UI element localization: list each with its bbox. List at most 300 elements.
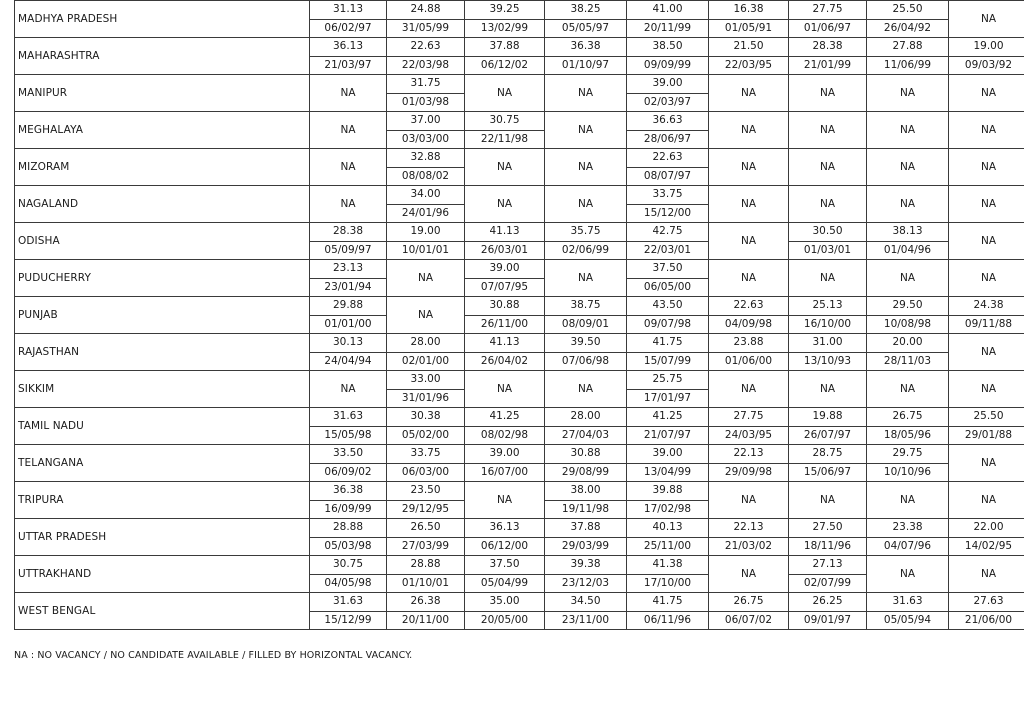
na-cell: NA [465, 186, 545, 223]
score-date-cell [310, 445, 387, 482]
cutoff-date: 28/06/97 [643, 132, 692, 145]
cutoff-date: 17/02/98 [643, 502, 692, 515]
score-date-stack [627, 38, 708, 74]
score-date-cell [545, 297, 627, 334]
na-cell: NA [545, 186, 627, 223]
cutoff-score: 37.50 [465, 556, 544, 575]
cutoff-date: 27/04/03 [561, 428, 610, 441]
score-date-cell [465, 593, 545, 630]
score-date-stack [949, 519, 1024, 555]
cutoff-score: 30.13 [310, 334, 386, 353]
cutoff-date: 17/01/97 [643, 391, 692, 404]
na-cell: NA [867, 371, 949, 408]
cutoff-date: 21/03/97 [324, 58, 372, 71]
table-row [15, 75, 1024, 112]
score-date-stack [789, 593, 866, 629]
score-date-cell [545, 593, 627, 630]
score-date-cell [709, 1, 789, 38]
score-date-cell [789, 334, 867, 371]
cutoff-score: 28.38 [789, 38, 866, 57]
score-date-cell [310, 1, 387, 38]
score-date-cell [867, 445, 949, 482]
cutoff-score: 22.63 [387, 38, 464, 57]
cutoff-date: 09/07/98 [643, 317, 692, 330]
na-cell: NA [949, 445, 1024, 482]
score-date-cell [545, 482, 627, 519]
score-date-cell [465, 334, 545, 371]
score-date-stack [465, 112, 544, 148]
score-date-cell [465, 1, 545, 38]
score-date-stack [310, 334, 386, 370]
cutoff-date: 28/11/03 [883, 354, 932, 367]
score-date-cell [709, 445, 789, 482]
cutoff-date: 19/11/98 [561, 502, 610, 515]
score-date-cell [709, 297, 789, 334]
score-date-cell [867, 38, 949, 75]
cutoff-date: 29/12/95 [401, 502, 450, 515]
score-date-cell [545, 445, 627, 482]
score-date-stack [627, 223, 708, 259]
cutoff-date: 14/02/95 [964, 539, 1013, 552]
score-date-cell [627, 482, 709, 519]
score-date-stack [465, 408, 544, 444]
score-date-stack [545, 1, 626, 37]
cutoff-score: 41.25 [627, 408, 708, 427]
na-cell: NA [789, 482, 867, 519]
score-date-stack [465, 556, 544, 592]
cutoff-score: 20.00 [867, 334, 948, 353]
cutoff-score: 39.00 [627, 445, 708, 464]
score-date-cell [949, 519, 1024, 556]
table-row [15, 334, 1024, 371]
cutoff-date: 22/03/98 [401, 58, 450, 71]
cutoff-date: 04/05/98 [324, 576, 372, 589]
score-date-cell [867, 593, 949, 630]
score-date-stack [867, 445, 948, 481]
score-date-cell [949, 38, 1024, 75]
score-date-cell [627, 149, 709, 186]
score-date-cell [387, 482, 465, 519]
state-name-cell: MIZORAM [15, 149, 310, 186]
score-date-cell [310, 408, 387, 445]
na-cell: NA [949, 186, 1024, 223]
cutoff-score: 22.00 [949, 519, 1024, 538]
cutoff-score: 25.50 [949, 408, 1024, 427]
cutoff-score: 29.50 [867, 297, 948, 316]
na-cell: NA [867, 186, 949, 223]
cutoff-score: 27.50 [789, 519, 866, 538]
score-date-stack [545, 593, 626, 629]
cutoff-date: 01/01/00 [324, 317, 372, 330]
table-row [15, 408, 1024, 445]
na-cell: NA [867, 149, 949, 186]
na-cell: NA [789, 186, 867, 223]
na-cell: NA [709, 149, 789, 186]
cutoff-score: 28.88 [387, 556, 464, 575]
cutoff-score: 30.38 [387, 408, 464, 427]
cutoff-score: 30.75 [465, 112, 544, 131]
score-date-cell [709, 593, 789, 630]
score-date-stack [627, 75, 708, 111]
cutoff-score: 24.38 [949, 297, 1024, 316]
score-date-stack [310, 297, 386, 333]
cutoff-score: 37.88 [465, 38, 544, 57]
score-date-stack [545, 297, 626, 333]
cutoff-score: 26.75 [709, 593, 788, 612]
cutoff-score: 39.25 [465, 1, 544, 20]
cutoff-date: 21/01/99 [803, 58, 852, 71]
na-cell: NA [949, 1, 1024, 38]
na-cell: NA [465, 371, 545, 408]
cutoff-date: 20/11/00 [401, 613, 450, 626]
table-row [15, 519, 1024, 556]
cutoff-date: 02/01/00 [401, 354, 450, 367]
table-row [15, 371, 1024, 408]
score-date-stack [387, 371, 464, 407]
cutoff-score: 30.88 [545, 445, 626, 464]
cutoff-score: 28.75 [789, 445, 866, 464]
na-cell: NA [867, 260, 949, 297]
cutoff-score: 37.50 [627, 260, 708, 279]
score-date-stack [465, 223, 544, 259]
score-date-stack [387, 593, 464, 629]
score-date-stack [465, 334, 544, 370]
cutoff-score: 29.75 [867, 445, 948, 464]
score-date-stack [387, 482, 464, 518]
cutoff-score: 35.00 [465, 593, 544, 612]
cutoff-date: 22/03/01 [643, 243, 692, 256]
cutoff-date: 17/10/00 [643, 576, 692, 589]
cutoff-score: 39.00 [465, 445, 544, 464]
cutoff-date: 24/04/94 [324, 354, 372, 367]
score-date-stack [949, 297, 1024, 333]
cutoff-date: 04/09/98 [724, 317, 773, 330]
na-cell: NA [545, 75, 627, 112]
cutoff-score: 41.38 [627, 556, 708, 575]
cutoff-date: 01/04/96 [883, 243, 932, 256]
state-name-cell: TAMIL NADU [15, 408, 310, 445]
cutoff-date: 04/07/96 [883, 539, 932, 552]
score-date-cell [387, 1, 465, 38]
na-cell: NA [545, 112, 627, 149]
cutoff-score: 37.88 [545, 519, 626, 538]
score-date-stack [709, 334, 788, 370]
score-date-stack [387, 445, 464, 481]
state-name-cell: PUNJAB [15, 297, 310, 334]
cutoff-score: 36.13 [465, 519, 544, 538]
cutoff-date: 15/07/99 [643, 354, 692, 367]
score-date-stack [387, 149, 464, 185]
score-date-cell [789, 556, 867, 593]
cutoff-date: 05/09/97 [324, 243, 372, 256]
state-name-cell: ODISHA [15, 223, 310, 260]
score-date-cell [709, 408, 789, 445]
score-date-cell [310, 297, 387, 334]
score-date-cell [387, 408, 465, 445]
table-row [15, 556, 1024, 593]
state-name-cell: PUDUCHERRY [15, 260, 310, 297]
score-date-stack [709, 445, 788, 481]
state-name-cell: SIKKIM [15, 371, 310, 408]
cutoff-date: 08/08/02 [401, 169, 450, 182]
score-date-cell [949, 297, 1024, 334]
cutoff-score: 43.50 [627, 297, 708, 316]
cutoff-score: 31.75 [387, 75, 464, 94]
score-date-stack [789, 297, 866, 333]
score-date-stack [627, 334, 708, 370]
cutoff-score: 31.63 [310, 408, 386, 427]
cutoff-date: 08/02/98 [480, 428, 529, 441]
score-date-cell [545, 1, 627, 38]
na-cell: NA [310, 112, 387, 149]
score-date-cell [627, 556, 709, 593]
cutoff-date: 01/03/01 [803, 243, 852, 256]
score-date-stack [867, 38, 948, 74]
table-row [15, 149, 1024, 186]
score-date-stack [545, 445, 626, 481]
cutoff-score: 26.75 [867, 408, 948, 427]
cutoff-date: 07/07/95 [480, 280, 529, 293]
cutoff-score: 40.13 [627, 519, 708, 538]
cutoff-date: 06/07/02 [724, 613, 773, 626]
score-date-stack [789, 408, 866, 444]
score-date-cell [310, 334, 387, 371]
na-cell: NA [789, 260, 867, 297]
score-date-stack [545, 38, 626, 74]
state-name-cell: MADHYA PRADESH [15, 1, 310, 38]
score-date-stack [387, 38, 464, 74]
cutoff-table [14, 0, 1024, 630]
na-cell: NA [949, 260, 1024, 297]
score-date-stack [465, 593, 544, 629]
cutoff-date: 02/06/99 [561, 243, 610, 256]
na-cell: NA [709, 223, 789, 260]
score-date-cell [867, 408, 949, 445]
score-date-cell [310, 482, 387, 519]
score-date-cell [789, 408, 867, 445]
state-name-cell: NAGALAND [15, 186, 310, 223]
cutoff-score: 38.75 [545, 297, 626, 316]
cutoff-score: 28.38 [310, 223, 386, 242]
score-date-cell [627, 297, 709, 334]
cutoff-score: 36.38 [545, 38, 626, 57]
cutoff-score: 26.50 [387, 519, 464, 538]
cutoff-score: 38.13 [867, 223, 948, 242]
cutoff-score: 28.88 [310, 519, 386, 538]
cutoff-score: 23.88 [709, 334, 788, 353]
score-date-stack [545, 556, 626, 592]
cutoff-date: 09/03/92 [964, 58, 1013, 71]
na-cell: NA [789, 75, 867, 112]
cutoff-score: 41.00 [627, 1, 708, 20]
table-row [15, 593, 1024, 630]
cutoff-score: 39.00 [627, 75, 708, 94]
score-date-stack [310, 482, 386, 518]
cutoff-score: 31.63 [867, 593, 948, 612]
score-date-cell [387, 445, 465, 482]
state-name-cell: TELANGANA [15, 445, 310, 482]
na-cell: NA [545, 149, 627, 186]
na-cell: NA [867, 482, 949, 519]
score-date-stack [545, 519, 626, 555]
score-date-stack [709, 1, 788, 37]
footnote: NA : NO VACANCY / NO CANDIDATE AVAILABLE / FILLED BY HORIZONTAL VACANCY. [14, 650, 413, 661]
score-date-cell [465, 38, 545, 75]
score-date-cell [709, 334, 789, 371]
score-date-cell [465, 260, 545, 297]
cutoff-date: 09/09/99 [643, 58, 692, 71]
score-date-stack [627, 1, 708, 37]
score-date-stack [867, 223, 948, 259]
cutoff-score: 19.00 [949, 38, 1024, 57]
score-date-stack [709, 408, 788, 444]
score-date-stack [465, 1, 544, 37]
score-date-stack [387, 112, 464, 148]
cutoff-date: 20/11/99 [643, 21, 692, 34]
cutoff-score: 22.13 [709, 445, 788, 464]
na-cell: NA [949, 371, 1024, 408]
cutoff-date: 29/03/99 [561, 539, 610, 552]
cutoff-score: 31.63 [310, 593, 386, 612]
score-date-stack [627, 445, 708, 481]
score-date-stack [387, 519, 464, 555]
score-date-stack [387, 408, 464, 444]
score-date-stack [867, 593, 948, 629]
cutoff-score: 32.88 [387, 149, 464, 168]
cutoff-date: 15/12/99 [324, 613, 372, 626]
score-date-stack [310, 38, 386, 74]
score-date-stack [465, 260, 544, 296]
score-date-stack [709, 519, 788, 555]
score-date-cell [545, 38, 627, 75]
score-date-cell [465, 112, 545, 149]
cutoff-date: 08/09/01 [561, 317, 610, 330]
score-date-stack [789, 445, 866, 481]
score-date-stack [627, 593, 708, 629]
score-date-cell [627, 186, 709, 223]
score-date-stack [949, 593, 1024, 629]
score-date-cell [867, 519, 949, 556]
score-date-cell [867, 334, 949, 371]
score-date-stack [627, 408, 708, 444]
na-cell: NA [387, 297, 465, 334]
cutoff-score: 25.13 [789, 297, 866, 316]
cutoff-date: 21/07/97 [643, 428, 692, 441]
score-date-cell [627, 223, 709, 260]
cutoff-date: 23/12/03 [561, 576, 610, 589]
score-date-cell [310, 556, 387, 593]
cutoff-score: 39.88 [627, 482, 708, 501]
table-row [15, 1, 1024, 38]
score-date-stack [709, 297, 788, 333]
cutoff-score: 41.25 [465, 408, 544, 427]
na-cell: NA [709, 75, 789, 112]
cutoff-score: 27.75 [709, 408, 788, 427]
cutoff-score: 34.50 [545, 593, 626, 612]
score-date-cell [387, 38, 465, 75]
score-date-cell [545, 223, 627, 260]
table-row [15, 445, 1024, 482]
cutoff-score: 41.13 [465, 223, 544, 242]
score-date-cell [867, 1, 949, 38]
score-date-stack [627, 260, 708, 296]
na-cell: NA [545, 371, 627, 408]
table-row [15, 186, 1024, 223]
score-date-stack [949, 408, 1024, 444]
cutoff-date: 01/06/97 [803, 21, 852, 34]
cutoff-date: 10/10/96 [883, 465, 932, 478]
score-date-stack [310, 1, 386, 37]
score-date-stack [867, 519, 948, 555]
score-date-cell [627, 371, 709, 408]
cutoff-date: 26/04/02 [480, 354, 529, 367]
score-date-stack [387, 334, 464, 370]
cutoff-score: 27.63 [949, 593, 1024, 612]
cutoff-date: 18/11/96 [803, 539, 852, 552]
score-date-stack [789, 519, 866, 555]
score-date-stack [627, 297, 708, 333]
table-row [15, 223, 1024, 260]
cutoff-date: 22/11/98 [480, 132, 529, 145]
cutoff-score: 29.88 [310, 297, 386, 316]
na-cell: NA [867, 556, 949, 593]
cutoff-date: 15/06/97 [803, 465, 852, 478]
na-cell: NA [709, 556, 789, 593]
na-cell: NA [789, 371, 867, 408]
cutoff-date: 01/05/91 [724, 21, 773, 34]
score-date-stack [310, 408, 386, 444]
cutoff-score: 38.00 [545, 482, 626, 501]
cutoff-score: 19.88 [789, 408, 866, 427]
cutoff-date: 08/07/97 [643, 169, 692, 182]
score-date-cell [545, 556, 627, 593]
cutoff-date: 29/09/98 [724, 465, 773, 478]
cutoff-date: 29/08/99 [561, 465, 610, 478]
cutoff-date: 11/06/99 [883, 58, 932, 71]
state-name-cell: RAJASTHAN [15, 334, 310, 371]
score-date-cell [387, 519, 465, 556]
cutoff-score: 24.88 [387, 1, 464, 20]
na-cell: NA [310, 149, 387, 186]
cutoff-date: 16/09/99 [324, 502, 372, 515]
score-date-stack [310, 593, 386, 629]
na-cell: NA [949, 223, 1024, 260]
cutoff-date: 05/05/97 [561, 21, 610, 34]
state-name-cell: MEGHALAYA [15, 112, 310, 149]
na-cell: NA [789, 112, 867, 149]
na-cell: NA [949, 482, 1024, 519]
cutoff-date: 16/07/00 [480, 465, 529, 478]
score-date-cell [387, 223, 465, 260]
cutoff-score: 31.00 [789, 334, 866, 353]
score-date-stack [627, 149, 708, 185]
cutoff-date: 05/03/98 [324, 539, 372, 552]
score-date-stack [867, 408, 948, 444]
score-date-stack [545, 334, 626, 370]
na-cell: NA [465, 149, 545, 186]
cutoff-date: 31/05/99 [401, 21, 450, 34]
cutoff-score: 36.13 [310, 38, 386, 57]
score-date-stack [789, 334, 866, 370]
score-date-stack [465, 519, 544, 555]
score-date-cell [627, 1, 709, 38]
cutoff-score: 33.50 [310, 445, 386, 464]
cutoff-score: 30.88 [465, 297, 544, 316]
score-date-cell [465, 223, 545, 260]
score-date-stack [789, 223, 866, 259]
cutoff-score: 39.38 [545, 556, 626, 575]
cutoff-date: 13/04/99 [643, 465, 692, 478]
